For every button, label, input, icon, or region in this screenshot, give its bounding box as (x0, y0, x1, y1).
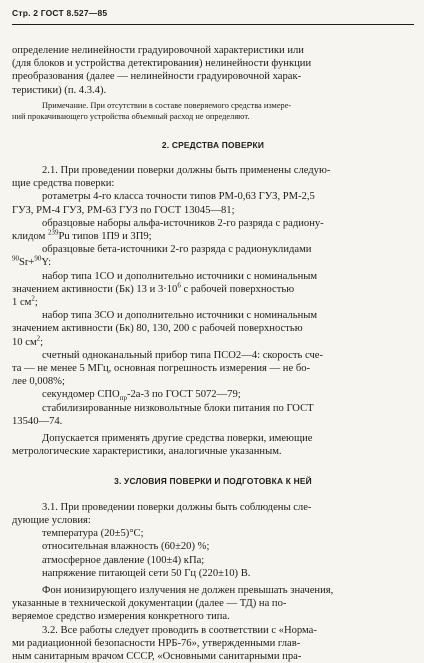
text-line: лее 0,008%; (12, 376, 65, 388)
page-header: Стр. 2 ГОСТ 8.527—85 (12, 8, 108, 18)
text-line: теристики) (п. 4.3.4). (12, 84, 107, 96)
text-fragment: секундомер СПО (42, 389, 120, 401)
item-alpha-sources (12, 217, 414, 243)
note-line: Примечание. При отсутствии в составе поверяемого средства измере- (42, 100, 292, 110)
section-2-title: 2. СРЕДСТВА ПОВЕРКИ (161, 139, 265, 150)
paragraph-allow (12, 432, 414, 458)
text-line: ми радиационной безопасности НРБ-76», утвержденными глав- (12, 637, 301, 649)
text-line: преобразования (далее — нелинейности градуировочной харак- (12, 71, 302, 83)
text-fragment: ; (34, 297, 38, 309)
text-line: Фон ионизирующего излучения не должен превышать значения, (42, 584, 334, 596)
condition-humidity: относительная влажность (60±20) %; (42, 541, 210, 553)
note-line: ний прокачивающего устройства объемный расход не определяют. (12, 111, 250, 121)
text-line: 3.2. Все работы следует проводить в соответствии с «Норма- (42, 624, 317, 636)
item-set-3co (12, 309, 414, 349)
condition-temperature: температура (20±5)°С; (42, 528, 144, 540)
text-line: 13540—74. (12, 415, 63, 427)
note-paragraph (12, 100, 414, 122)
section-3-title: 3. УСЛОВИЯ ПОВЕРКИ И ПОДГОТОВКА К НЕЙ (114, 476, 312, 487)
text-line: Допускается применять другие средства поверки, имеющие (42, 433, 313, 445)
item-set-1co (12, 270, 414, 310)
text-fragment: Y: (41, 257, 52, 269)
text-line: 2.1. При проведении поверки должны быть применены следую- (42, 165, 331, 177)
item-rotameters (12, 190, 414, 216)
text-line: образцовые наборы альфа-источников 2-го разряда с радиону- (42, 217, 324, 229)
condition-voltage: напряжение питающей сети 50 Гц (220±10) В. (42, 567, 251, 579)
text-line (12, 296, 414, 309)
text-line: та — не менее 5 МГц, основная погрешность измерения — не бо- (12, 363, 311, 375)
item-beta-sources (12, 243, 414, 269)
text-fragment: 10 см (12, 336, 37, 348)
text-fragment: ; (40, 336, 44, 348)
text-line: значением активности (Бк) 80, 130, 200 с рабочей поверхностью (12, 323, 303, 335)
text-line: ГУЗ, РМ-4 ГУЗ, РМ-63 ГУЗ по ГОСТ 13045—81; (12, 204, 235, 216)
text-line (12, 336, 414, 349)
text-line: указанные в технической документации (далее — ТД) на по- (12, 598, 287, 610)
text-line: (для блоков и устройства детектирования) нелинейности функции (12, 58, 312, 70)
text-line (12, 283, 414, 296)
text-line (12, 230, 414, 243)
text-line (12, 256, 414, 269)
text-fragment: 1 см (12, 297, 32, 309)
paragraph-3-1 (12, 501, 414, 580)
text-line: веряемое средство измерения конкретного типа. (12, 611, 230, 623)
item-stopwatch (12, 388, 414, 401)
item-power-supply (12, 402, 414, 428)
text-fragment: значением активности (Бк) 13 и 3·10 (12, 283, 178, 295)
text-fragment: Pu типов 1П9 и 3П9; (58, 231, 152, 243)
text-fragment: клидом (12, 231, 48, 243)
paragraph-2-1 (12, 164, 414, 190)
text-line: образцовые бета-источники 2-го разряда с радионуклидами (42, 244, 312, 256)
item-counter (12, 349, 414, 389)
text-line: набор типа 3СО и дополнительно источники с номинальным (42, 310, 318, 322)
text-fragment: -2а-3 по ГОСТ 5072—79; (126, 389, 241, 401)
text-line: 3.1. При проведении поверки должны быть соблюдены сле- (42, 501, 312, 513)
header-rule (12, 24, 414, 25)
exponent: 2 (31, 294, 35, 303)
text-fragment: с рабочей поверхностью (180, 283, 295, 295)
intro-paragraph (12, 44, 414, 97)
mass-number: 239 (47, 228, 59, 237)
text-line: набор типа 1СО и дополнительно источники с номинальным (42, 270, 318, 282)
text-line (12, 388, 414, 401)
text-line: счетный одноканальный прибор типа ПСО2—4: скорость сче- (42, 349, 324, 361)
exponent: 2 (36, 334, 41, 343)
text-fragment: Sr+ (19, 257, 35, 269)
exponent: 6 (177, 281, 181, 290)
subscript: пр (119, 394, 127, 403)
text-line: стабилизированные низковольтные блоки питания по ГОСТ (42, 402, 314, 414)
mass-number: 90 (12, 254, 19, 263)
text-line: ротаметры 4-го класса точности типов РМ-0,63 ГУЗ, РМ-2,5 (42, 191, 315, 203)
text-line: щие средства поверки: (12, 178, 115, 190)
mass-number: 90 (34, 254, 42, 263)
text-line: определение нелинейности градуировочной характеристики или (12, 45, 304, 56)
page-content (12, 44, 414, 663)
text-line: ным санитарным врачом СССР, «Основными санитарными пра- (12, 650, 302, 662)
paragraph-3-2 (12, 624, 414, 663)
text-line: метрологические характеристики, аналогичные указанным. (12, 446, 282, 458)
text-line: дующие условия: (12, 514, 91, 526)
paragraph-background (12, 584, 414, 624)
condition-pressure: атмосферное давление (100±4) кПа; (42, 554, 205, 566)
